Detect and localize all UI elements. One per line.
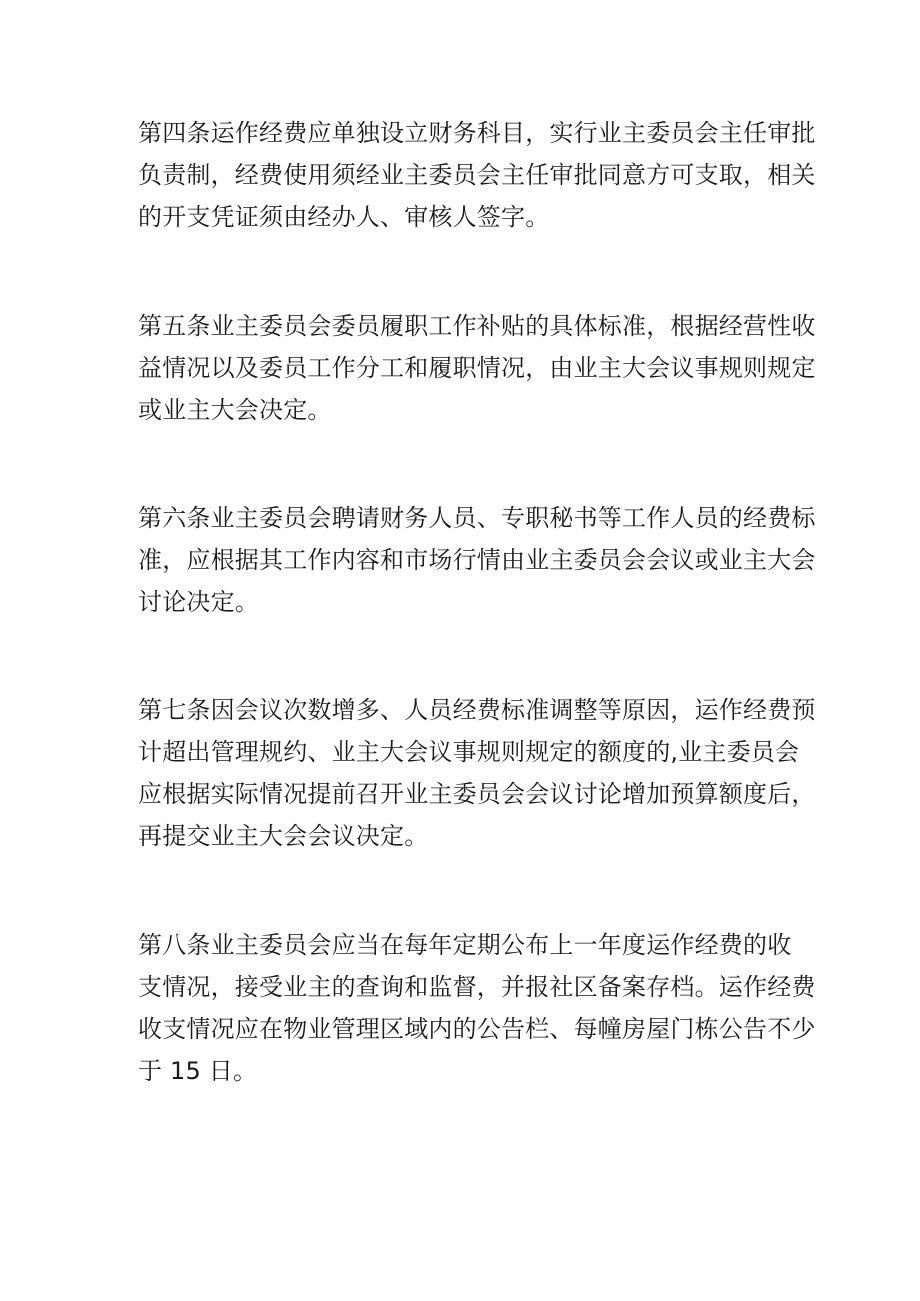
paragraph-line: 讨论决定。 bbox=[138, 588, 259, 616]
paragraph-line: 的开支凭证须由经办人、审核人签字。 bbox=[138, 203, 550, 231]
paragraph-line: 应根据实际情况提前召开业主委员会会议讨论增加预算额度后， bbox=[138, 780, 816, 808]
article-7-paragraph bbox=[138, 689, 816, 857]
paragraph-line: 计超出管理规约、业主大会议事规则规定的额度的,业主委员会 bbox=[138, 738, 800, 766]
paragraph-line: 或业主大会决定。 bbox=[138, 396, 332, 424]
article-6-paragraph bbox=[138, 497, 816, 623]
article-5-paragraph bbox=[138, 305, 816, 431]
article-4-paragraph bbox=[138, 112, 816, 238]
paragraph-line: 第六条业主委员会聘请财务人员、专职秘书等工作人员的经费标 bbox=[138, 504, 816, 532]
paragraph-line: 准，应根据其工作内容和市场行情由业主委员会会议或业主大会 bbox=[138, 546, 816, 574]
paragraph-line: 支情况，接受业主的查询和监督，并报社区备案存档。运作经费 bbox=[138, 973, 816, 1001]
paragraph-line: 收支情况应在物业管理区域内的公告栏、每幢房屋门栋公告不少 bbox=[138, 1015, 816, 1043]
paragraph-line: 第四条运作经费应单独设立财务科目，实行业主委员会主任审批 bbox=[138, 119, 816, 147]
paragraph-line: 负责制，经费使用须经业主委员会主任审批同意方可支取，相关 bbox=[138, 161, 816, 189]
article-8-paragraph bbox=[138, 924, 816, 1092]
paragraph-line: 于 15 日。 bbox=[138, 1057, 258, 1085]
paragraph-line: 再提交业主大会会议决定。 bbox=[138, 822, 429, 850]
paragraph-line: 第七条因会议次数增多、人员经费标准调整等原因，运作经费预 bbox=[138, 696, 816, 724]
paragraph-line: 第五条业主委员会委员履职工作补贴的具体标准，根据经营性收 bbox=[138, 312, 816, 340]
paragraph-line: 第八条业主委员会应当在每年定期公布上一年度运作经费的收 bbox=[138, 931, 792, 959]
paragraph-line: 益情况以及委员工作分工和履职情况，由业主大会议事规则规定 bbox=[138, 354, 816, 382]
